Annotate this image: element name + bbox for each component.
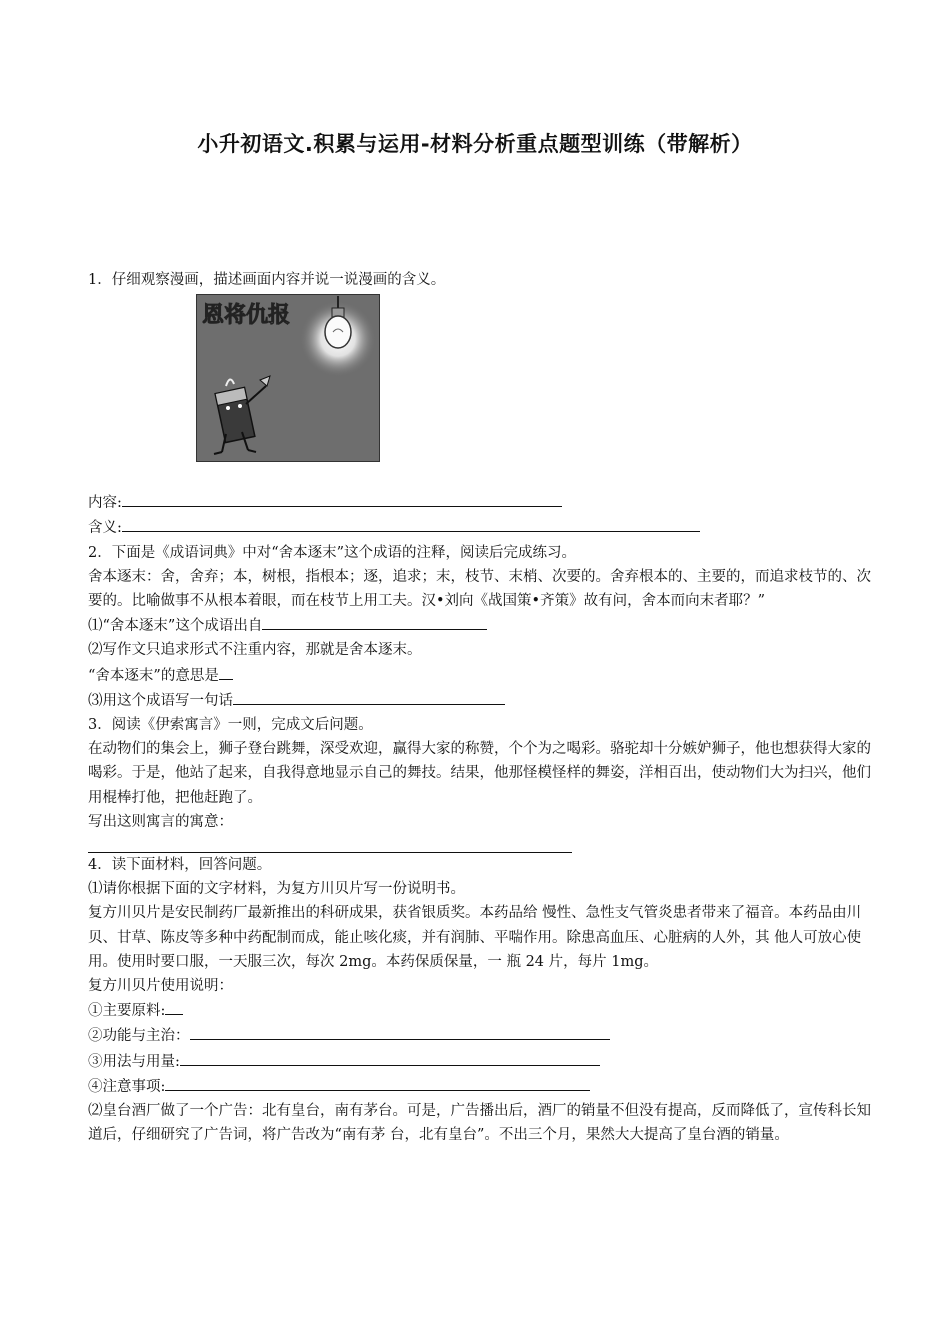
document-body bbox=[88, 268, 880, 1147]
q4-item3-line bbox=[88, 1049, 880, 1074]
q4-item3: ③用法与用量: bbox=[88, 1053, 180, 1070]
q1-meaning-blank[interactable] bbox=[122, 515, 700, 532]
page-title: 小升初语文.积累与运用-材料分析重点题型训练（带解析） bbox=[197, 132, 753, 156]
q1-meaning-line bbox=[88, 515, 880, 540]
q4-item4: ④注意事项: bbox=[88, 1078, 166, 1095]
q4-item4-line bbox=[88, 1074, 880, 1099]
q2-sub2-blank[interactable] bbox=[219, 663, 233, 680]
q4-item2-line bbox=[88, 1023, 880, 1048]
q2-sub2-meaning-line bbox=[88, 663, 880, 688]
q3-answer-blank[interactable] bbox=[88, 836, 572, 853]
q3-story: 在动物们的集会上，狮子登台跳舞，深受欢迎，赢得大家的称赞，个个为之喝彩。骆驼却十分嫉妒狮子，他也想获得大家的喝彩。于是，他站了起来，自我得意地显示自己的舞技。结果，他那怪模怪样的舞姿，洋相百出，使动物们大为扫兴，他们用棍棒打他，把他赶跑了。 bbox=[88, 741, 871, 806]
q4-item2-blank[interactable] bbox=[190, 1023, 610, 1040]
q1-meaning-label: 含义: bbox=[88, 520, 122, 537]
q4-manual-title: 复方川贝片使用说明： bbox=[88, 978, 233, 995]
q2-sub1-line bbox=[88, 613, 880, 638]
comic-image bbox=[196, 294, 380, 462]
q2-sub3-blank[interactable] bbox=[233, 688, 505, 705]
q1-content-label: 内容: bbox=[88, 495, 122, 512]
q2-definition: 舍本逐末：舍，舍弃；本，树根，指根本；逐，追求；末，枝节、末梢、次要的。舍弃根本的、主要的，而追求枝节的、次要的。比喻做事不从根本着眼，而在枝节上用工夫。汉•刘向《战国策•齐策》故有问，舍本而向末者耶？” bbox=[88, 568, 871, 610]
q1-content-line bbox=[88, 490, 880, 515]
q4-item1-line bbox=[88, 998, 880, 1023]
q4-sub2: ⑵皇台酒厂做了一个广告：北有皇台，南有茅台。可是，广告播出后，酒厂的销量不但没有提高，反而降低了，宣传科长知道后，仔细研究了广告词，将广告改为“南有茅 台，北有皇台”。不出三个月，果然大大提高了皇台酒的销量。 bbox=[88, 1103, 871, 1144]
q2-prompt: 2．下面是《成语词典》中对“舍本逐末”这个成语的注释，阅读后完成练习。 bbox=[88, 544, 577, 561]
q3-question: 写出这则寓言的寓意： bbox=[88, 813, 233, 830]
q3-prompt: 3．阅读《伊索寓言》一则，完成文后问题。 bbox=[88, 717, 373, 734]
q4-prompt: 4．读下面材料，回答问题。 bbox=[88, 857, 272, 874]
q4-item4-blank[interactable] bbox=[165, 1074, 590, 1091]
q2-sub2-meaning: “舍本逐末”的意思是 bbox=[88, 667, 219, 684]
q2-sub1-blank[interactable] bbox=[262, 613, 487, 630]
q4-item2: ②功能与主治： bbox=[88, 1028, 190, 1045]
q2-sub1: ⑴“舍本逐末”这个成语出自 bbox=[88, 618, 263, 635]
q1-content-blank[interactable] bbox=[122, 490, 562, 507]
q4-item1: ①主要原料: bbox=[88, 1003, 166, 1020]
q4-item3-blank[interactable] bbox=[180, 1049, 600, 1066]
comic-caption: 恩将仇报 bbox=[202, 303, 291, 329]
q2-sub2: ⑵写作文只追求形式不注重内容，那就是舍本逐末。 bbox=[88, 642, 422, 659]
comic-container bbox=[88, 292, 880, 490]
q4-sub1: ⑴请你根据下面的文字材料，为复方川贝片写一份说明书。 bbox=[88, 881, 465, 898]
q2-sub3: ⑶用这个成语写一句话 bbox=[88, 692, 233, 709]
q4-item1-blank[interactable] bbox=[165, 998, 183, 1015]
q1-prompt: 1．仔细观察漫画，描述画面内容并说一说漫画的含义。 bbox=[88, 272, 446, 288]
q2-sub3-line bbox=[88, 688, 880, 713]
q4-material: 复方川贝片是安民制药厂最新推出的科研成果，获省银质奖。本药品给 慢性、急性支气管炎患者带来了福音。本药品由川贝、甘草、陈皮等多种中药配制而成，能止咳化痰，并有润肺、平喘作用。除患高血压、心脏病的人外，其 他人可放心使用。使用时要口服，一天服三次，每次 2mg。本药保质保量，一 瓶 24 片，每片 1mg。 bbox=[88, 905, 862, 970]
